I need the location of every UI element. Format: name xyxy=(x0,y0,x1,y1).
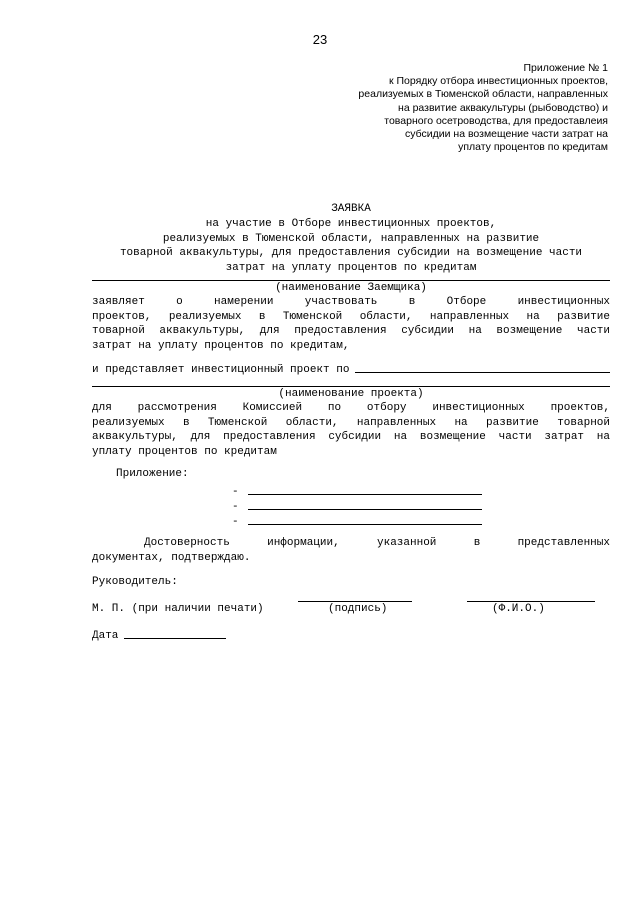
project-name-field[interactable] xyxy=(355,372,610,373)
review-line: реализуемых в Тюменской области, направленных на развитие товарной xyxy=(92,416,610,429)
attachments-label: Приложение: xyxy=(116,468,189,480)
review-line: аквакультуры, для предоставления субсидии на возмещение части затрат на xyxy=(92,431,610,444)
project-field-row xyxy=(92,360,610,376)
page-number: 23 xyxy=(312,32,328,47)
signature-field[interactable] xyxy=(298,601,412,602)
project-field-label: и представляет инвестиционный проект по xyxy=(92,364,350,376)
full-name-caption: (Ф.И.О.) xyxy=(492,603,545,615)
attachment-bullet: - xyxy=(232,501,239,513)
review-line: для рассмотрения Комиссией по отбору инвестиционных проектов, xyxy=(92,402,610,414)
appendix-line: уплату процентов по кредитам xyxy=(458,141,608,154)
review-paragraph xyxy=(92,401,610,460)
attachment-item xyxy=(232,483,482,498)
declaration-line: заявляет о намерении участвовать в Отборе инвестиционных xyxy=(92,296,610,308)
attachment-bullet: - xyxy=(232,516,239,528)
appendix-line: реализуемых в Тюменской области, направленных xyxy=(358,88,608,101)
title-heading: ЗАЯВКА xyxy=(331,203,371,215)
confirmation-line: документах, подтверждаю. xyxy=(92,551,251,564)
appendix-header xyxy=(358,62,608,154)
attachment-bullet: - xyxy=(232,486,239,498)
declaration-line: затрат на уплату процентов по кредитам, xyxy=(92,340,350,353)
appendix-line: к Порядку отбора инвестиционных проектов, xyxy=(388,75,608,88)
attachment-item xyxy=(232,513,482,528)
date-field[interactable] xyxy=(124,638,226,639)
title-line: на участие в Отборе инвестиционных проектов, xyxy=(205,217,497,230)
declaration-line: проектов, реализуемых в Тюменской области, направленных на развитие xyxy=(92,310,610,323)
borrower-caption: (наименование Заемщика) xyxy=(275,282,427,294)
appendix-line: на развитие аквакультуры (рыбоводство) и xyxy=(398,101,608,114)
appendix-line: Приложение № 1 xyxy=(523,62,608,74)
appendix-line: товарного осетроводства, для предоставлеия xyxy=(384,114,608,127)
review-line: уплату процентов по кредитам xyxy=(92,446,277,459)
signature-caption: (подпись) xyxy=(328,603,388,615)
appendix-line: субсидии на возмещение части затрат на xyxy=(405,128,608,141)
attachments-list xyxy=(232,483,482,528)
seal-label: М. П. (при наличии печати) xyxy=(92,603,264,615)
date-row xyxy=(92,630,226,642)
confirmation-line: Достоверность информации, указанной в представленных xyxy=(144,537,610,549)
attachment-field[interactable] xyxy=(248,509,482,510)
project-name-field-continued[interactable] xyxy=(92,386,610,387)
head-label: Руководитель: xyxy=(92,576,178,588)
document-title xyxy=(92,202,610,276)
date-label: Дата xyxy=(92,630,119,642)
title-line: реализуемых в Тюменской области, направленных на развитие xyxy=(162,232,540,245)
attachment-item xyxy=(232,498,482,513)
declaration-line: товарной аквакультуры, для предоставления субсидии на возмещение части xyxy=(92,325,610,338)
attachment-field[interactable] xyxy=(248,494,482,495)
borrower-name-field[interactable] xyxy=(92,280,610,281)
confirmation-paragraph xyxy=(92,536,610,565)
project-caption: (наименование проекта) xyxy=(278,388,424,400)
declaration-paragraph xyxy=(92,295,610,354)
full-name-field[interactable] xyxy=(467,601,595,602)
title-line: затрат на уплату процентов по кредитам xyxy=(225,262,477,275)
attachment-field[interactable] xyxy=(248,524,482,525)
title-line: товарной аквакультуры, для предоставления субсидии на возмещение части xyxy=(119,247,583,260)
